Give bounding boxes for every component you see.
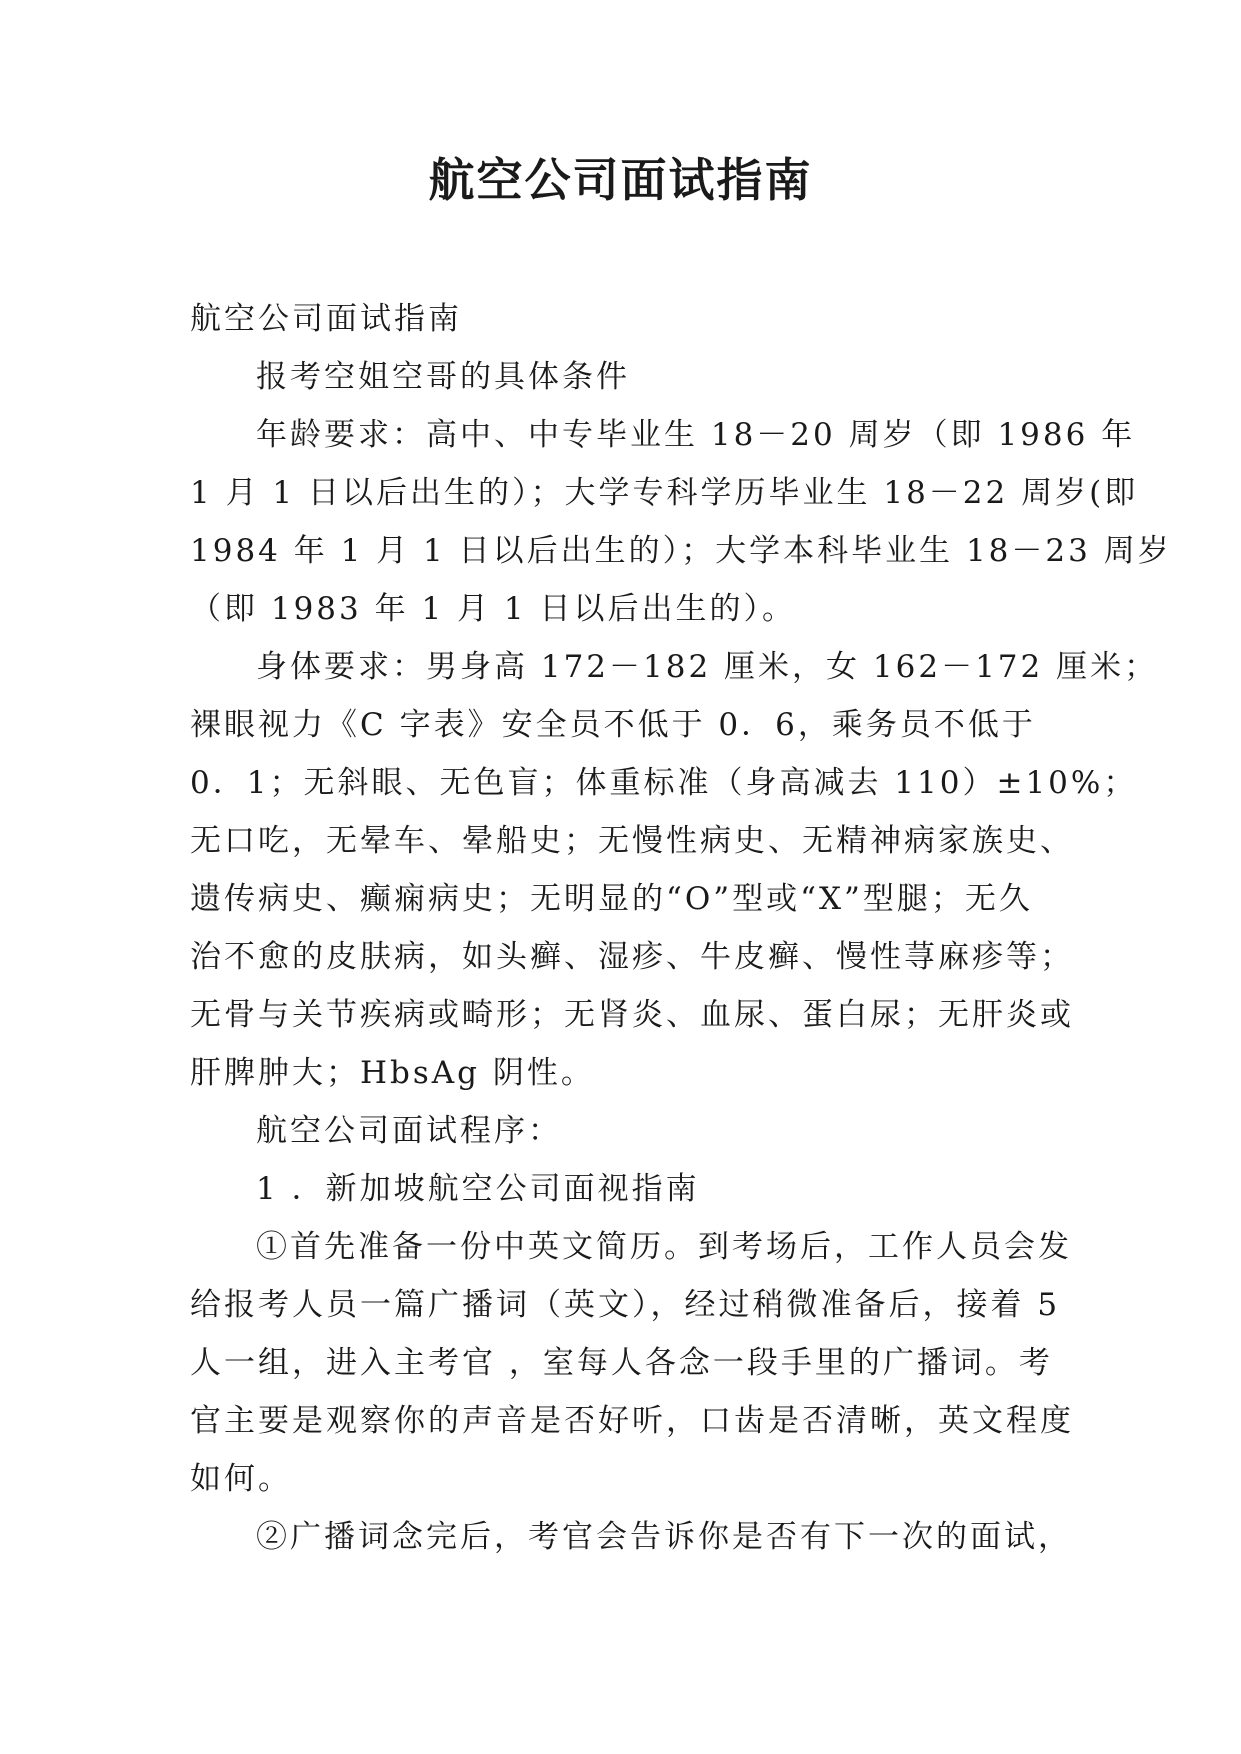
text-line: 身体要求：男身高 172－182 厘米，女 162－172 厘米； <box>256 649 1159 685</box>
document-title: 航空公司面试指南 <box>428 153 813 207</box>
text-line: 遗传病史、癫痫病史；无明显的“O”型或“X”型腿；无久 <box>190 881 1033 917</box>
text-line: 1 月 1 日以后出生的）；大学专科学历毕业生 18－22 周岁(即 <box>190 475 1139 511</box>
text-line: 给报考人员一篇广播词（英文），经过稍微准备后，接着 5 <box>190 1287 1061 1323</box>
text-line: 1984 年 1 月 1 日以后出生的）；大学本科毕业生 18－23 周岁 <box>190 533 1172 569</box>
text-line: 官主要是观察你的声音是否好听，口齿是否清晰，英文程度 <box>190 1403 1074 1439</box>
text-line: 年龄要求：高中、中专毕业生 18－20 周岁（即 1986 年 <box>256 417 1136 453</box>
text-line: 无骨与关节疾病或畸形；无肾炎、血尿、蛋白尿；无肝炎或 <box>190 997 1074 1033</box>
text-line: 1 ．新加坡航空公司面视指南 <box>256 1171 700 1207</box>
text-line: 肝脾肿大；HbsAg 阴性。 <box>190 1055 595 1091</box>
text-line: （即 1983 年 1 月 1 日以后出生的）。 <box>190 591 796 627</box>
text-line: 治不愈的皮肤病，如头癣、湿疹、牛皮癣、慢性荨麻疹等； <box>190 939 1074 975</box>
text-line: 0．1；无斜眼、无色盲；体重标准（身高减去 110）±10%； <box>190 765 1138 801</box>
text-line: 无口吃，无晕车、晕船史；无慢性病史、无精神病家族史、 <box>190 823 1074 859</box>
text-line: 航空公司面试程序： <box>256 1113 562 1149</box>
text-line: ②广播词念完后，考官会告诉你是否有下一次的面试， <box>256 1519 1072 1555</box>
text-line: 如何。 <box>190 1461 292 1497</box>
text-line: 人一组，进入主考官 ，室每人各念一段手里的广播词。考 <box>190 1345 1053 1381</box>
text-line: 航空公司面试指南 <box>190 301 462 337</box>
text-line: 报考空姐空哥的具体条件 <box>256 359 630 395</box>
text-line: 裸眼视力《C 字表》安全员不低于 0．6，乘务员不低于 <box>190 707 1036 743</box>
text-line: ①首先准备一份中英文简历。到考场后，工作人员会发 <box>256 1229 1072 1265</box>
document-body <box>190 290 1172 1566</box>
